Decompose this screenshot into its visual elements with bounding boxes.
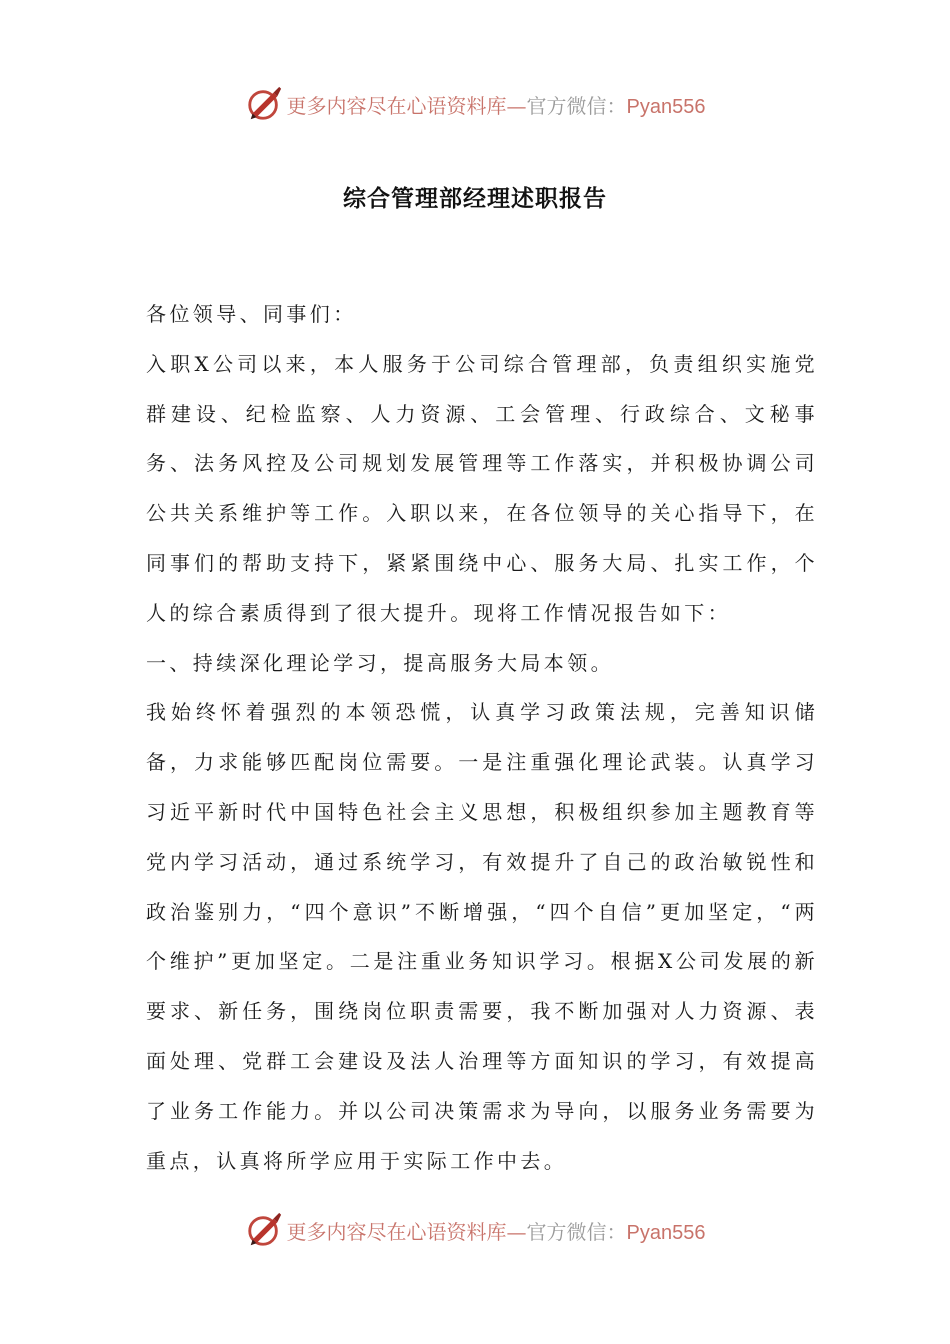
watermark-text: 更多内容尽在心语资料库—官方微信：Pyan556 (286, 1219, 706, 1244)
salutation: 各位领导、同事们： (146, 302, 357, 326)
body-paragraph: 我始终怀着强烈的本领恐慌，认真学习政策法规，完善知识储备，力求能够匹配岗位需要。一是注重强化理论武装。认真学习习近平新时代中国特色社会主义思想，积极组织参加主题教育等党内学习活动，通过系统学习，有效提升了自己的政治敏锐性和政治鉴别力，“四个意识”不断增强，“四个自信”更加坚定，“两个维护”更加坚定。二是注重业务知识学习。根据X公司发展的新要求、新任务，围绕岗位职责需要，我不断加强对人力资源、表面处理、党群工会建设及法人治理等方面知识的学习，有效提高了业务工作能力。并以公司决策需求为导向，以服务业务需要为重点，认真将所学应用于实际工作中去。 (146, 700, 818, 1173)
header-watermark (0, 84, 950, 124)
watermark-text: 更多内容尽在心语资料库—官方微信：Pyan556 (286, 93, 706, 118)
document-body (146, 290, 818, 1186)
pen-logo-icon (245, 1211, 283, 1249)
footer-watermark (0, 1210, 950, 1250)
pen-logo-icon (245, 85, 283, 123)
body-paragraph: 入职X公司以来，本人服务于公司综合管理部，负责组织实施党群建设、纪检监察、人力资源、工会管理、行政综合、文秘事务、法务风控及公司规划发展管理等工作落实，并积极协调公司公共关系维护等工作。入职以来，在各位领导的关心指导下，在同事们的帮助支持下，紧紧围绕中心、服务大局、扎实工作，个人的综合素质得到了很大提升。现将工作情况报告如下： (146, 351, 818, 625)
section-heading: 一、持续深化理论学习，提高服务大局本领。 (146, 650, 614, 675)
document-title: 综合管理部经理述职报告 (343, 185, 607, 212)
